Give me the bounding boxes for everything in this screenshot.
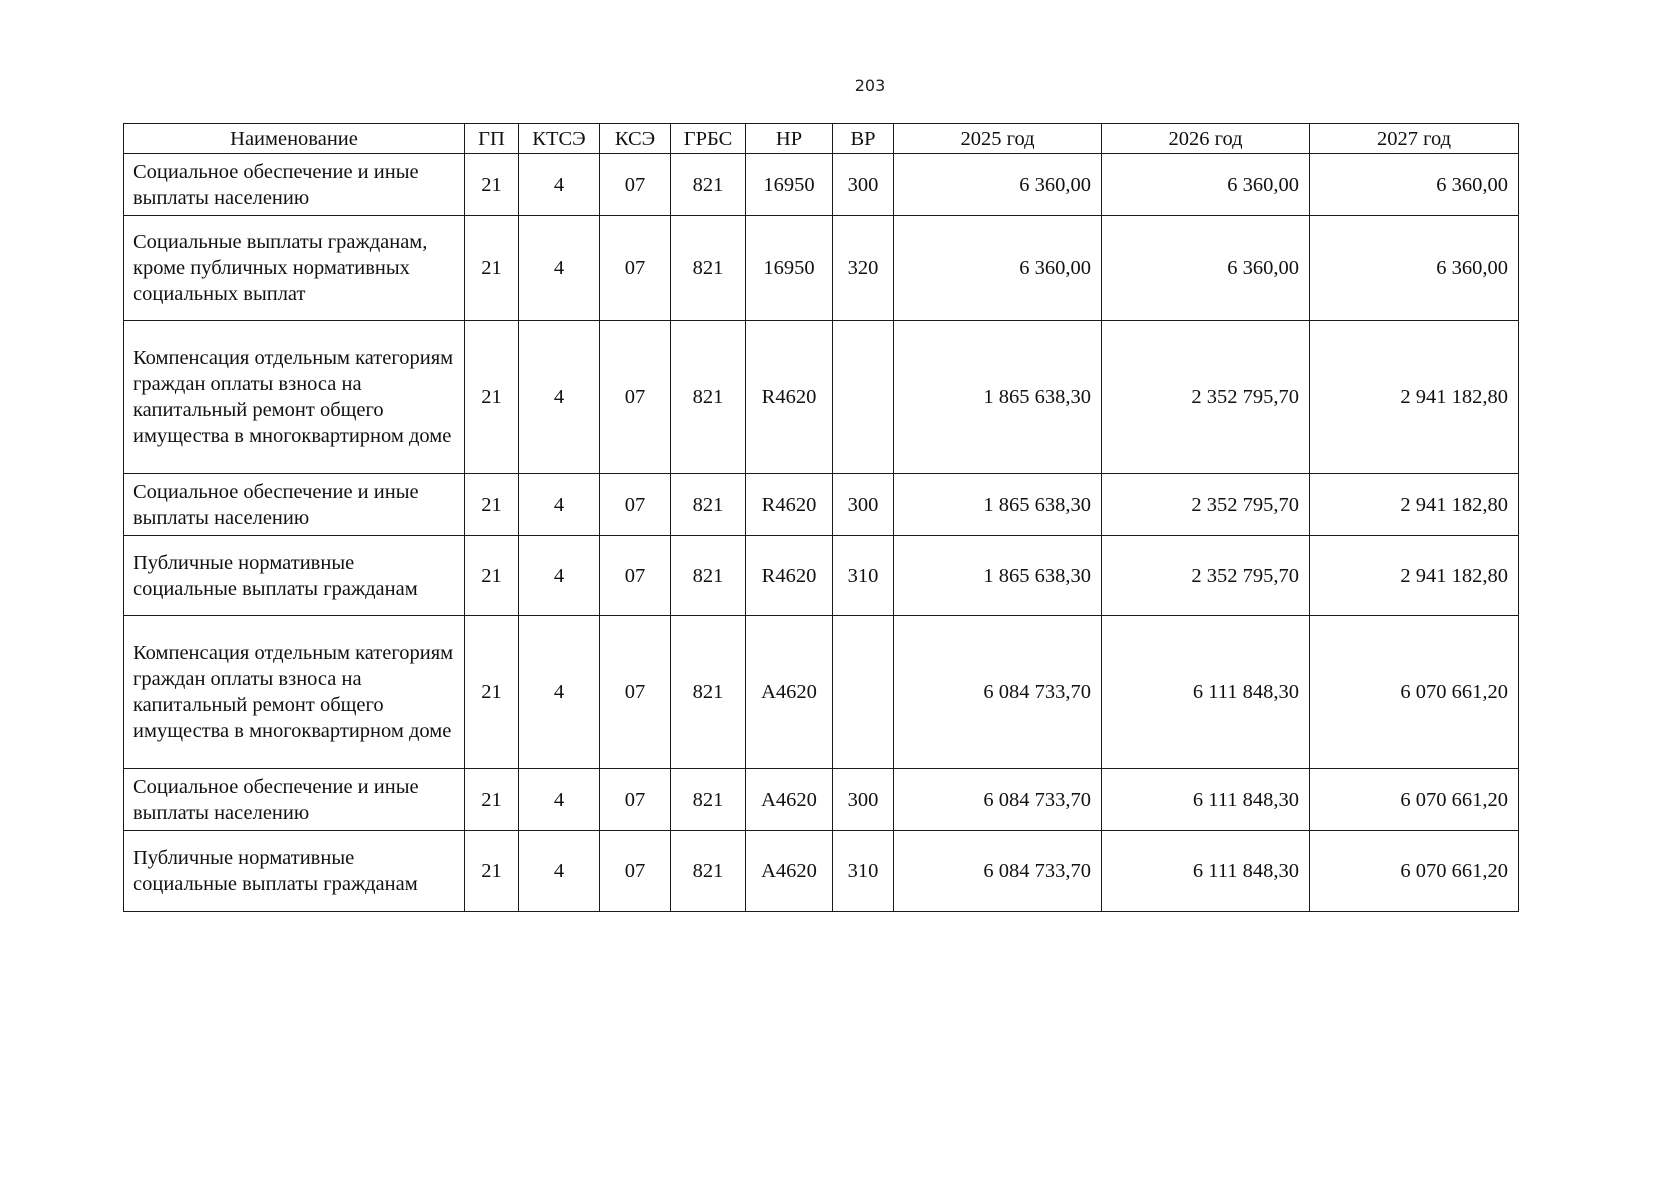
cell-kse: 07 bbox=[600, 474, 671, 536]
cell-kse: 07 bbox=[600, 321, 671, 474]
header-vr: ВР bbox=[833, 124, 894, 154]
table-row bbox=[124, 321, 1519, 474]
cell-grbs: 821 bbox=[671, 536, 746, 616]
cell-name: Компенсация отдельным категориям граждан оплаты взноса на капитальный ремонт общего имущества в многоквартирном доме bbox=[124, 616, 465, 769]
cell-2025: 6 084 733,70 bbox=[894, 831, 1102, 912]
header-2025: 2025 год bbox=[894, 124, 1102, 154]
cell-name: Компенсация отдельным категориям граждан оплаты взноса на капитальный ремонт общего имущества в многоквартирном доме bbox=[124, 321, 465, 474]
table-row bbox=[124, 154, 1519, 216]
cell-name: Социальное обеспечение и иные выплаты населению bbox=[124, 474, 465, 536]
cell-ktse: 4 bbox=[519, 216, 600, 321]
table-row bbox=[124, 474, 1519, 536]
cell-nr: R4620 bbox=[746, 536, 833, 616]
cell-vr: 300 bbox=[833, 769, 894, 831]
cell-vr: 310 bbox=[833, 831, 894, 912]
cell-vr bbox=[833, 321, 894, 474]
cell-2026: 2 352 795,70 bbox=[1102, 321, 1310, 474]
cell-gp: 21 bbox=[465, 216, 519, 321]
cell-2026: 2 352 795,70 bbox=[1102, 536, 1310, 616]
cell-vr: 320 bbox=[833, 216, 894, 321]
cell-gp: 21 bbox=[465, 769, 519, 831]
cell-vr: 300 bbox=[833, 154, 894, 216]
cell-2025: 6 360,00 bbox=[894, 216, 1102, 321]
cell-2027: 6 070 661,20 bbox=[1310, 769, 1519, 831]
cell-ktse: 4 bbox=[519, 769, 600, 831]
cell-2026: 6 111 848,30 bbox=[1102, 616, 1310, 769]
cell-gp: 21 bbox=[465, 154, 519, 216]
cell-ktse: 4 bbox=[519, 474, 600, 536]
header-2026: 2026 год bbox=[1102, 124, 1310, 154]
cell-nr: 16950 bbox=[746, 154, 833, 216]
cell-grbs: 821 bbox=[671, 831, 746, 912]
table-row bbox=[124, 536, 1519, 616]
cell-vr: 300 bbox=[833, 474, 894, 536]
header-name: Наименование bbox=[124, 124, 465, 154]
cell-ktse: 4 bbox=[519, 536, 600, 616]
cell-grbs: 821 bbox=[671, 474, 746, 536]
cell-vr: 310 bbox=[833, 536, 894, 616]
cell-nr: А4620 bbox=[746, 831, 833, 912]
cell-grbs: 821 bbox=[671, 321, 746, 474]
cell-nr: А4620 bbox=[746, 769, 833, 831]
table-header-row bbox=[124, 124, 1519, 154]
cell-gp: 21 bbox=[465, 616, 519, 769]
cell-grbs: 821 bbox=[671, 769, 746, 831]
cell-grbs: 821 bbox=[671, 216, 746, 321]
cell-nr: 16950 bbox=[746, 216, 833, 321]
header-gp: ГП bbox=[465, 124, 519, 154]
cell-grbs: 821 bbox=[671, 616, 746, 769]
table-row bbox=[124, 831, 1519, 912]
cell-nr: А4620 bbox=[746, 616, 833, 769]
cell-2027: 2 941 182,80 bbox=[1310, 474, 1519, 536]
cell-ktse: 4 bbox=[519, 831, 600, 912]
header-grbs: ГРБС bbox=[671, 124, 746, 154]
page-number: 203 bbox=[854, 76, 886, 95]
cell-2026: 2 352 795,70 bbox=[1102, 474, 1310, 536]
cell-2025: 1 865 638,30 bbox=[894, 321, 1102, 474]
cell-gp: 21 bbox=[465, 474, 519, 536]
header-2027: 2027 год bbox=[1310, 124, 1519, 154]
cell-2026: 6 360,00 bbox=[1102, 154, 1310, 216]
cell-kse: 07 bbox=[600, 216, 671, 321]
cell-name: Социальное обеспечение и иные выплаты населению bbox=[124, 154, 465, 216]
cell-kse: 07 bbox=[600, 769, 671, 831]
cell-vr bbox=[833, 616, 894, 769]
cell-name: Социальные выплаты гражданам, кроме публичных нормативных социальных выплат bbox=[124, 216, 465, 321]
cell-gp: 21 bbox=[465, 321, 519, 474]
cell-2025: 1 865 638,30 bbox=[894, 474, 1102, 536]
cell-2025: 6 084 733,70 bbox=[894, 769, 1102, 831]
header-ktse: КТСЭ bbox=[519, 124, 600, 154]
cell-gp: 21 bbox=[465, 536, 519, 616]
cell-nr: R4620 bbox=[746, 321, 833, 474]
cell-2027: 6 360,00 bbox=[1310, 216, 1519, 321]
cell-kse: 07 bbox=[600, 831, 671, 912]
cell-2026: 6 111 848,30 bbox=[1102, 769, 1310, 831]
cell-kse: 07 bbox=[600, 536, 671, 616]
cell-2025: 6 360,00 bbox=[894, 154, 1102, 216]
table-row bbox=[124, 216, 1519, 321]
cell-kse: 07 bbox=[600, 616, 671, 769]
cell-2027: 2 941 182,80 bbox=[1310, 536, 1519, 616]
cell-ktse: 4 bbox=[519, 321, 600, 474]
cell-2026: 6 111 848,30 bbox=[1102, 831, 1310, 912]
cell-gp: 21 bbox=[465, 831, 519, 912]
cell-kse: 07 bbox=[600, 154, 671, 216]
cell-ktse: 4 bbox=[519, 154, 600, 216]
budget-table bbox=[123, 123, 1519, 912]
header-nr: НР bbox=[746, 124, 833, 154]
cell-name: Публичные нормативные социальные выплаты гражданам bbox=[124, 536, 465, 616]
cell-2026: 6 360,00 bbox=[1102, 216, 1310, 321]
cell-2027: 6 070 661,20 bbox=[1310, 831, 1519, 912]
cell-2027: 6 070 661,20 bbox=[1310, 616, 1519, 769]
cell-2025: 6 084 733,70 bbox=[894, 616, 1102, 769]
cell-ktse: 4 bbox=[519, 616, 600, 769]
cell-nr: R4620 bbox=[746, 474, 833, 536]
table-row bbox=[124, 616, 1519, 769]
cell-name: Публичные нормативные социальные выплаты гражданам bbox=[124, 831, 465, 912]
cell-2027: 2 941 182,80 bbox=[1310, 321, 1519, 474]
header-kse: КСЭ bbox=[600, 124, 671, 154]
table-row bbox=[124, 769, 1519, 831]
cell-grbs: 821 bbox=[671, 154, 746, 216]
cell-2027: 6 360,00 bbox=[1310, 154, 1519, 216]
cell-2025: 1 865 638,30 bbox=[894, 536, 1102, 616]
cell-name: Социальное обеспечение и иные выплаты населению bbox=[124, 769, 465, 831]
